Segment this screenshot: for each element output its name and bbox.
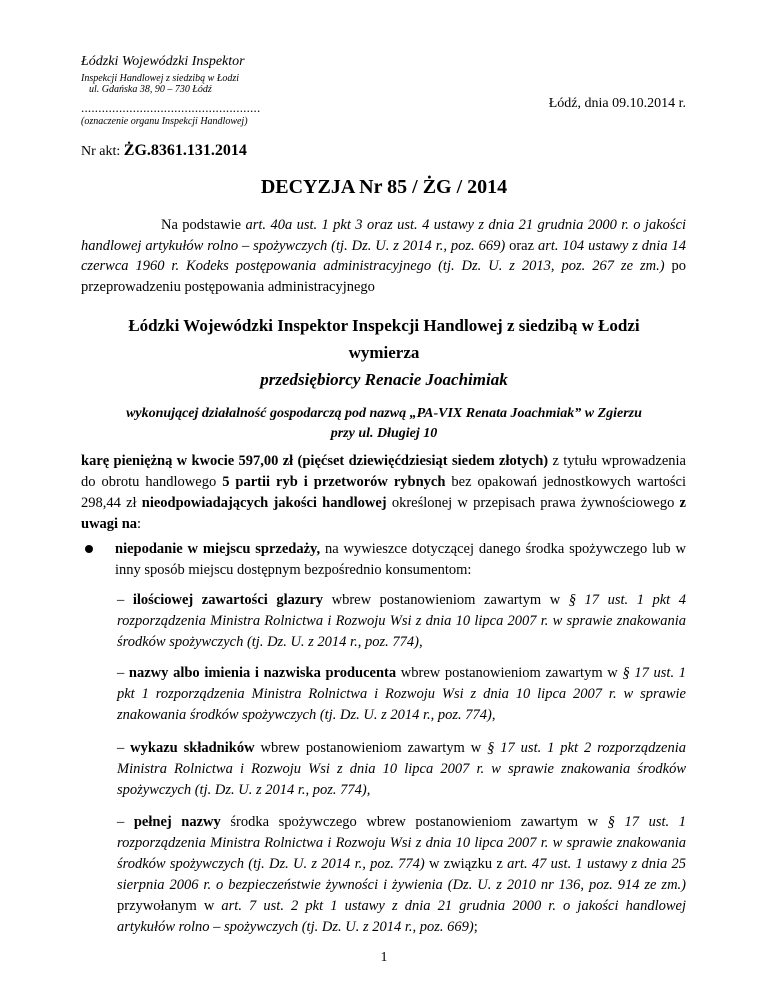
list-item [117,812,686,938]
bullet-bold: niepodanie w miejscu sprzedaży, [115,541,321,557]
item-tail: , [491,707,496,723]
intro-law-1: art. 40a ust. 1 pkt 3 oraz ust. 4 ustawy z dnia 21 grudnia 2000 r. o jakości handlowej artykułów rolno – spożywczych (tj. Dz. U. z 2014 r., poz. 669) [81,217,686,254]
org-caption: (oznaczenie organu Inspekcji Handlowej) [81,116,248,127]
authority-heading: Łódzki Wojewódzki Inspektor Inspekcji Handlowej z siedzibą w Łodzi [128,316,640,335]
document-title: DECYZJA Nr 85 / ŻG / 2014 [260,176,508,198]
dash: – [117,740,131,756]
item-plain: wbrew postanowieniom zawartym w [323,592,569,608]
item-italic: § 17 ust. 1 rozporządzenia Ministra Rolnictwa i Rozwoju Wsi z dnia 10 lipca 2007 r. w sprawie znakowania środków spożywczych (tj. Dz. U. z 2014 r., poz. 774) [117,814,687,872]
org-name: Łódzki Wojewódzki Inspektor [81,54,245,69]
dash: – [117,814,134,830]
entrepreneur-heading: przedsiębiorcy Renacie Joachimiak [260,370,508,389]
intro-text-2: oraz [505,237,538,254]
legal-basis-paragraph [81,215,686,297]
item-plain-3: przywołanym w [117,898,222,914]
imposes-heading: wymierza [348,343,420,362]
list-item [117,738,686,801]
org-dots: .................................................... [81,100,261,115]
page-number: 1 [380,950,388,965]
business-line-2: przy ul. Długiej 10 [330,426,438,441]
item-italic: § 17 ust. 1 pkt 1 rozporządzenia Ministra Rolnictwa i Rozwoju Wsi z dnia 10 lipca 2007 r. w sprawie znakowania środków spożywczych (tj. Dz. U. z 2014 r., poz. 774) [117,665,686,723]
list-item [117,590,686,653]
item-plain: wbrew postanowieniom zawartym w [396,665,623,681]
penalty-text-1: z tytułu wprowadzenia do obrotu handlowego [81,453,686,490]
penalty-text-2: bez opakowań jednostkowych wartości 298,44 zł [81,474,686,511]
penalty-text-3: określonej w przepisach prawa żywnościowego [386,495,680,511]
bullet-text [115,539,686,581]
intro-law-2: art. 104 ustawy z dnia 14 czerwca 1960 r. Kodeks postępowania administracyjnego (tj. Dz. U. z 2013, poz. 267 ze zm.) [81,237,686,274]
case-number-label: Nr akt: [81,144,124,159]
item-italic: § 17 ust. 1 pkt 4 rozporządzenia Ministra Rolnictwa i Rozwoju Wsi z dnia 10 lipca 2007 r. w sprawie znakowania środków spożywczych (tj. Dz. U. z 2014 r., poz. 774), [117,592,687,650]
business-description [0,404,768,444]
dash: – [117,665,129,681]
document-date: Łódź, dnia 09.10.2014 r. [548,96,686,111]
item-bold: nazwy albo imienia i nazwiska producenta [128,665,397,681]
intro-text-1: Na podstawie [161,217,246,233]
penalty-batches: 5 partii ryb i przetworów rybnych [222,474,446,490]
penalty-quality: nieodpowiadających jakości handlowej [141,495,387,511]
list-item [117,663,686,726]
bullet-item [81,539,686,581]
intro-text-3: po przeprowadzeniu postępowania administracyjnego [81,258,686,295]
penalty-colon: : [137,516,142,532]
penalty-paragraph [81,451,686,535]
item-italic-2: art. 47 ust. 1 ustawy z dnia 25 sierpnia 2006 r. o bezpieczeństwie żywności i żywienia (Dz. U. z 2010 nr 136, poz. 914 ze zm.) [117,856,686,893]
case-number-value: ŻG.8361.131.2014 [123,142,247,159]
org-sub: Inspekcji Handlowej z siedzibą w Łodzi [81,73,240,84]
dash: – [117,592,133,608]
item-bold: pełnej nazwy [133,814,221,830]
item-bold: ilościowej zawartości glazury [132,592,324,608]
case-number [81,142,247,160]
business-line-1: wykonującej działalność gospodarczą pod nazwą „PA-VIX Renata Joachmiak” w Zgierzu [126,406,642,421]
item-italic: § 17 ust. 1 pkt 2 rozporządzenia Ministra Rolnictwa i Rozwoju Wsi z dnia 10 lipca 2007 r. w sprawie znakowania środków spożywczych (tj. Dz. U. z 2014 r., poz. 774), [117,740,686,798]
item-plain-2: w związku z [424,856,508,872]
item-plain: środka spożywczego wbrew postanowieniom zawartym w [220,814,608,830]
org-address: ul. Gdańska 38, 90 – 730 Łódź [89,84,212,95]
item-plain: wbrew postanowieniom zawartym w [254,740,488,756]
item-italic-3: art. 7 ust. 2 pkt 1 ustawy z dnia 21 grudnia 2000 r. o jakości handlowej artykułów rolno – spożywczych (tj. Dz. U. z 2014 r., poz. 669) [117,898,686,935]
item-bold: wykazu składników [130,740,255,756]
penalty-amount: karę pieniężną w kwocie 597,00 zł (pięćset dziewięćdziesiąt siedem złotych) [81,453,549,469]
penalty-reason: z uwagi na [81,495,686,532]
bullet-plain: na wywieszce dotyczącej danego środka spożywczego lub w inny sposób miejscu dostępnym bezpośrednio konsumentom: [115,541,686,578]
bullet-icon [85,545,93,553]
item-tail: ; [473,919,478,935]
